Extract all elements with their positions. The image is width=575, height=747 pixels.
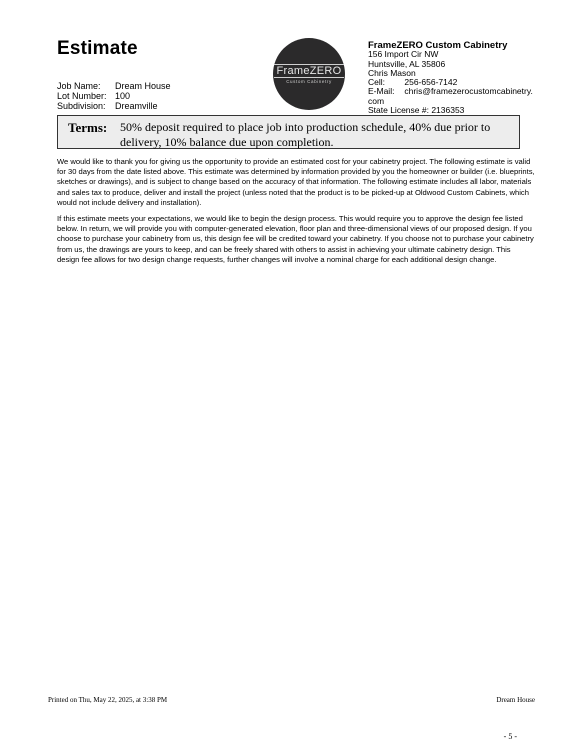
terms-box [57, 115, 520, 149]
logo-brand: FrameZERO [276, 65, 342, 77]
company-contact: Chris Mason [368, 67, 416, 78]
lot-number-row [57, 91, 171, 101]
cell-label: Cell: [368, 77, 386, 88]
printed-timestamp: Printed on Thu, May 22, 2025, at 3:38 PM [48, 696, 168, 704]
page-number: - 5 - [503, 732, 517, 741]
lot-number-label: Lot Number: [57, 91, 107, 101]
email-label: E-Mail: [368, 86, 395, 97]
job-info [57, 81, 171, 111]
lot-number-value: 100 [115, 91, 131, 101]
estimate-body [57, 157, 535, 271]
company-logo [273, 38, 345, 110]
job-name-value: Dream House [115, 81, 171, 91]
intro-paragraph: We would like to thank you for giving us the opportunity to provide an estimated cost for your cabinetry project. The following estimate is valid for 30 days from the date listed above. This estimate was determined by information provided by you the homeowner or builder (i.e. blueprints, sketches or drawings), and is subject to change based on the accuracy of that information. The following estimate includes all labor, materials and sales tax to produce, deliver and install the project (unless noted that the product is to be picked-up at Oldwood Custom Cabinets, which would not include delivery and installation). [57, 157, 535, 207]
page-title: Estimate [57, 38, 138, 59]
company-name: FrameZERO Custom Cabinetry [368, 40, 508, 51]
logo-tagline: Custom Cabinetry [286, 79, 332, 84]
company-email-row [368, 87, 543, 96]
email-value: chris@framezerocustomcabinetry. [404, 86, 533, 97]
subdivision-value: Dreamville [115, 101, 158, 111]
footer-project-name: Dream House [496, 696, 535, 704]
company-info [368, 41, 543, 115]
design-paragraph: If this estimate meets your expectations, we would like to begin the design process. This would require you to approve the design fee listed below. In return, we will provide you with computer-generated elevation, floor plan and three-dimensional views of our proposed design. If you choose to purchase your cabinetry from us, this design fee will be credited toward your cabinetry. If you choose not to purchase your cabinetry from us, the drawings are yours to keep, and can be freely shared with others to assist in achieving your ultimate cabinetry design. This design fee allows for two design change requests, further changes will involve a nominal charge for each additional design change. [57, 214, 534, 264]
terms-text: 50% deposit required to place job into production schedule, 40% due prior to delivery, 10% balance due upon completion. [120, 120, 491, 149]
job-name-row [57, 81, 171, 91]
subdivision-label: Subdivision: [57, 101, 106, 111]
state-license: State License #: 2136353 [368, 105, 465, 116]
company-address-line2: Huntsville, AL 35806 [368, 58, 446, 69]
company-address-line1: 156 Import Cir NW [368, 49, 439, 60]
terms-label: Terms: [68, 120, 108, 135]
email-value-continued: com [368, 95, 385, 106]
subdivision-row [57, 101, 171, 111]
cell-value: 256-656-7142 [404, 77, 458, 88]
job-name-label: Job Name: [57, 81, 101, 91]
